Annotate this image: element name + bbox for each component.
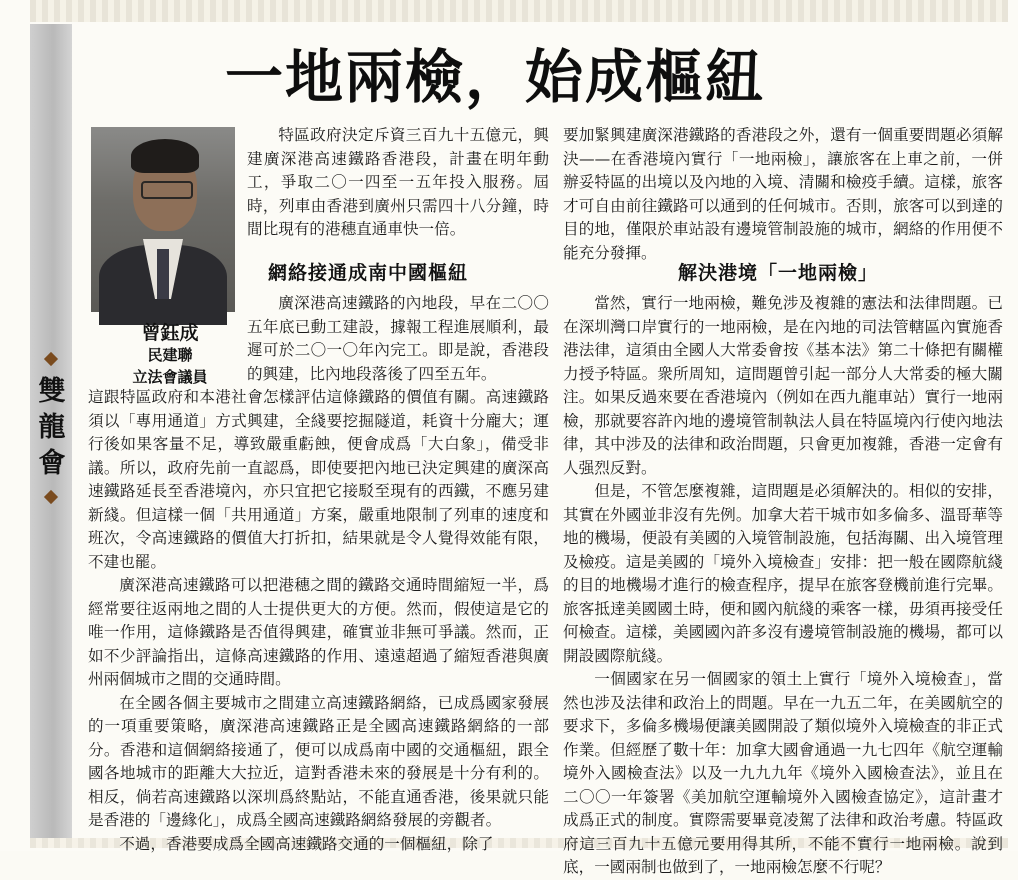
- paragraph-1a: 廣深港高速鐵路的內地段，早在二〇〇五年底已動工建設，據報工程進展順利，最遲可於二〇一〇年內完工。即是說，香港段的興建，比內地段落後了四至五年。: [247, 294, 549, 383]
- article-left-column: [88, 386, 549, 853]
- author-title: 立法會議員: [132, 368, 208, 386]
- paragraph-3: 在全國各個主要城市之間建立高速鐵路網絡，已成爲國家發展的一項重要策略，廣深港高速鐵路正是全國高速鐵路網絡的一部分。香港和這個網絡接通了，便可以成爲南中國的交通樞紐，跟全國各地城市的距離大大拉近，這對香港未來的發展是十分有利的。相反，倘若高速鐵路以深圳爲終點站，不能直通香港，後果就只能是香港的「邊緣化」，成爲全國高速鐵路網絡發展的旁觀者。: [88, 693, 549, 829]
- author-party: 民建聯: [147, 346, 193, 364]
- top-border: [30, 0, 1008, 22]
- photo-tie: [157, 249, 169, 299]
- paragraph-2: 廣深港高速鐵路可以把港穗之間的鐵路交通時間縮短一半，爲經常要往返兩地之間的人士提供更大的方便。然而，假使這是它的唯一作用，這條鐵路是否值得興建，確實並非無可爭議。然而，正如不少評論指出，這條高速鐵路的作用、遠遠超過了縮短香港與廣州兩個城市之間的交通時間。: [88, 576, 549, 688]
- column-sidebar: [30, 24, 72, 838]
- paragraph-4: 不過，香港要成爲全國高速鐵路交通的一個樞紐，除了: [119, 834, 494, 853]
- column-name: 雙龍會: [38, 376, 66, 479]
- paragraph-5: 當然，實行一地兩檢，難免涉及複雜的憲法和法律問題。已在深圳灣口岸實行的一地兩檢，是在內地的司法管轄區內實施香港法律，這須由全國人大常委會按《基本法》第二十條把有關權力授予特區。衆所周知，這問題曾引起一部分人大常委的極大關注。如果反過來要在香港境內（例如在西九龍車站）實行一地兩檢，那就要容許內地的邊境管制執法人員在特區境內行使內地法律，其中涉及的法律和政治問題，只會更加複雜，香港一定會有人强烈反對。: [563, 294, 1003, 477]
- diamond-ornament-icon: [44, 352, 58, 366]
- paragraph-6: 但是，不管怎麼複雜，這問題是必須解決的。相似的安排，其實在外國並非沒有先例。加拿大若干城市如多倫多、溫哥華等地的機場，便設有美國的入境管制設施，包括海關、出入境管理及檢疫。這是美國的「境外入境檢查」安排：把一般在國際航綫的目的地機場才進行的檢查程序，提早在旅客登機前進行完畢。旅客抵達美國國土時，便和國內航綫的乘客一樣，毋須再接受任何檢查。這樣，美國國內許多沒有邊境管制設施的機場，都可以開設國際航綫。: [563, 482, 1003, 665]
- photo-glasses: [141, 181, 193, 199]
- article-right-top: [563, 124, 1003, 262]
- article-intro: [247, 124, 549, 242]
- article-wrap-text: [247, 292, 549, 386]
- author-photo: [91, 127, 235, 312]
- paragraph-7: 一個國家在另一個國家的領土上實行「境外入境檢查」，當然也涉及法律和政治上的問題。早在一九五二年，在美國航空的要求下，多倫多機場便讓美國開設了類似境外入境檢查的非正式作業。但經歷了數十年：加拿大國會通過一九七四年《航空運輸境外入國檢查法》以及一九九九年《境外入國檢查法》，並且在二〇〇一年簽署《美加航空運輸境外入國檢查協定》，這計畫才成爲正式的制度。實際需要畢竟凌駕了法律和政治考慮。特區政府這三百九十五億元要用得其所，不能不實行一地兩檢。說到底，一國兩制也做到了，一地兩檢怎麼不行呢？: [563, 670, 1003, 876]
- paragraph-1b: 這跟特區政府和本港社會怎樣評估這條鐵路的價值有關。高速鐵路須以「專用通道」方式興建，全綫要挖掘隧道，耗資十分龐大；運行後如果客量不足，導致嚴重虧蝕，便會成爲「大白象」，備受非議。所以，政府先前一直認爲，即使要把內地已決定興建的廣深高速鐵路延長至香港境內，亦只宜把它接駁至現有的西鐵，不應另建新綫。但這樣一個「共用通道」方案，嚴重地限制了列車的速度和班次，令高速鐵路的價值大打折扣，結果就是令人覺得效能有限，不建也罷。: [88, 388, 549, 571]
- subhead-network: 網絡接通成南中國樞紐: [268, 262, 469, 284]
- diamond-ornament-icon: [44, 490, 58, 504]
- paragraph-intro: 特區政府決定斥資三百九十五億元，興建廣深港高速鐵路香港段，計畫在明年動工，爭取二〇一四至一五年投入服務。屆時，列車由香港到廣州只需四十八分鐘，時間比現有的港穗直通車快一倍。: [247, 126, 549, 238]
- author-name: 曾鈺成: [141, 322, 199, 344]
- article-headline: 一地兩檢，始成樞紐: [225, 43, 766, 111]
- article-right-column: [563, 292, 1003, 876]
- photo-hair: [131, 139, 199, 173]
- paragraph-continued: 要加緊興建廣深港鐵路的香港段之外，還有一個重要問題必須解決——在香港境內實行「一地兩檢」，讓旅客在上車之前，一併辦妥特區的出境以及內地的入境、清關和檢疫手續。這樣，旅客才可自由前往鐵路可以通到的任何城市。否則，旅客可以到達的目的地，僅限於車站設有邊境管制設施的城市，網絡的作用便不能充分發揮。: [563, 126, 1003, 262]
- subhead-one-location: 解決港境「一地兩檢」: [678, 262, 879, 284]
